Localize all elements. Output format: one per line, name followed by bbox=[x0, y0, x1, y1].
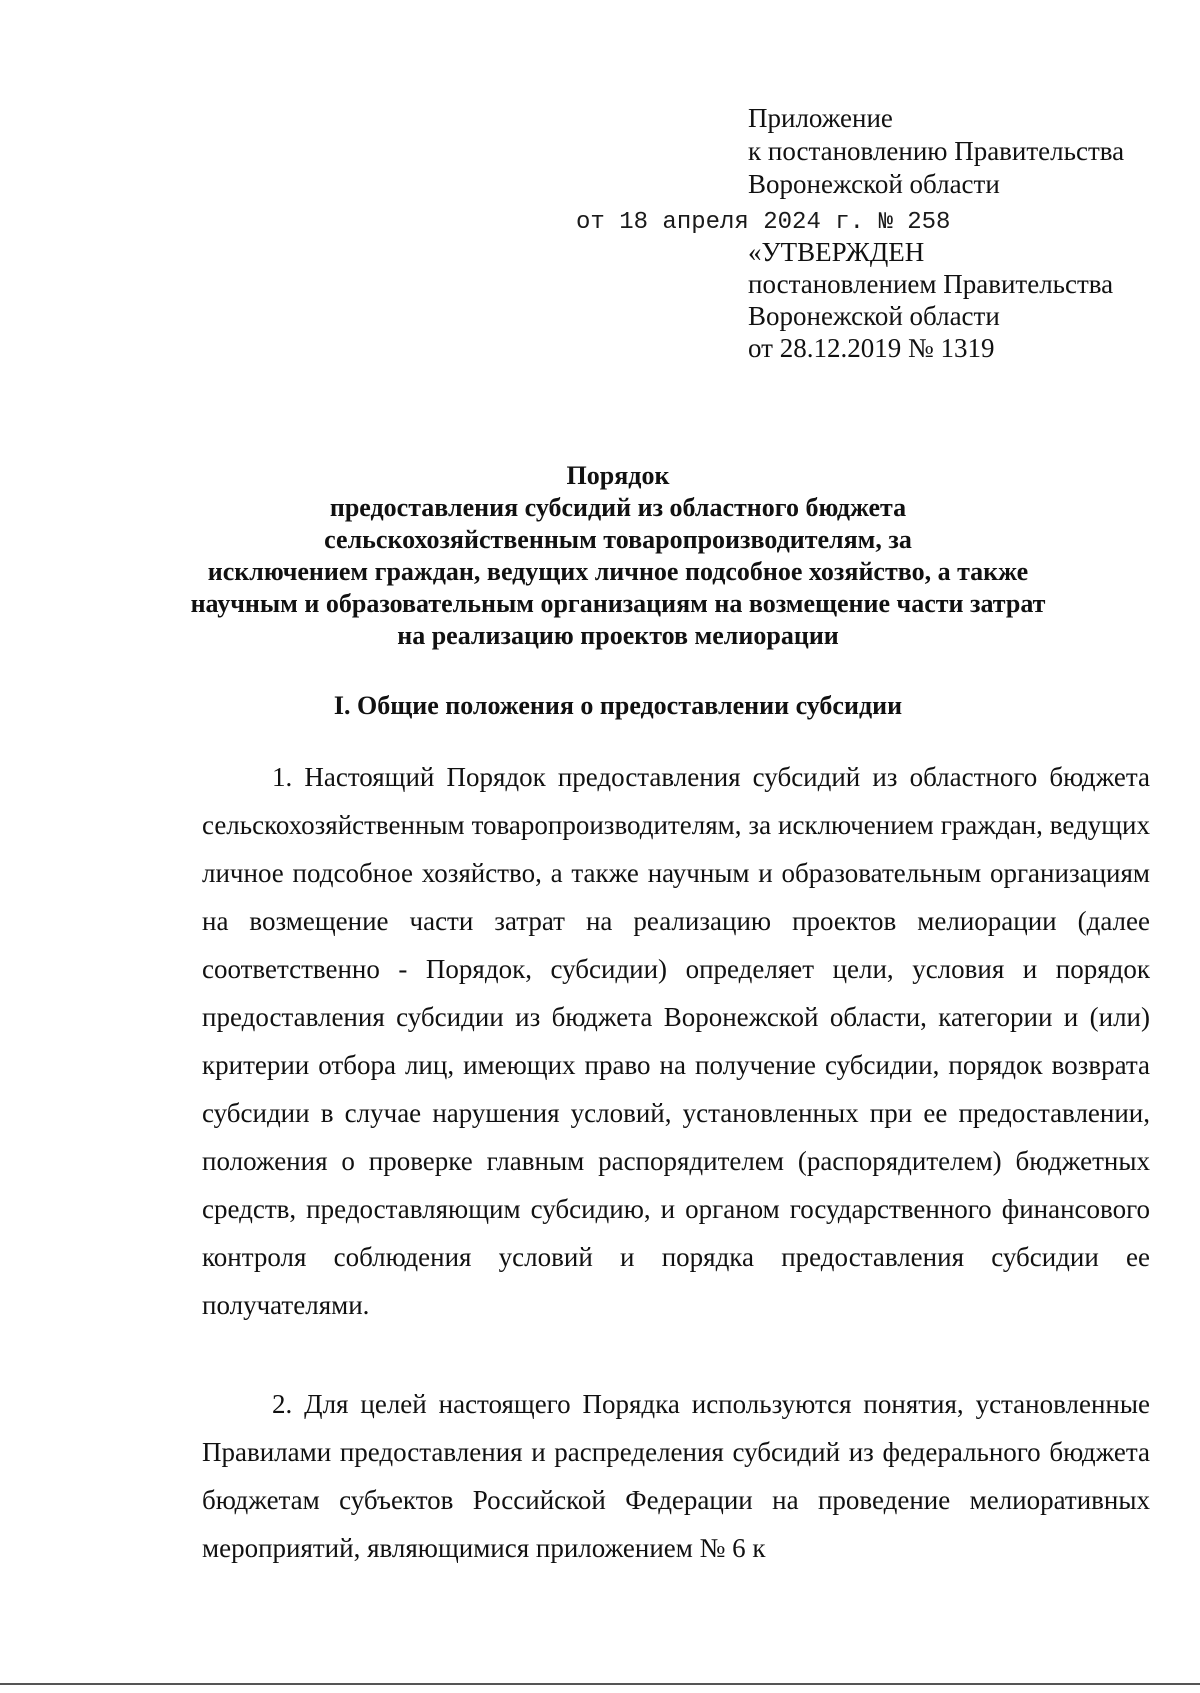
approved-region: Воронежской области bbox=[748, 301, 1000, 331]
paragraph-2-text: 2. Для целей настоящего Порядка используются понятия, установленные Правилами предоставления и распределения субсидий из федерального бюджета бюджетам субъектов Российской Федерации на проведение мелиоративных мероприятий, являющимися приложением № 6 к bbox=[202, 1389, 1150, 1563]
approval-block bbox=[748, 236, 1113, 364]
section-heading: I. Общие положения о предоставлении субсидии bbox=[333, 691, 903, 720]
appendix-label: Приложение bbox=[748, 103, 893, 133]
title-line-5: научным и образовательным организациям на возмещение части затрат bbox=[190, 589, 1046, 618]
appendix-header bbox=[748, 102, 1124, 201]
paragraph-1 bbox=[202, 753, 1150, 1329]
title-line-2: предоставления субсидий из областного бюджета bbox=[329, 493, 907, 522]
paragraph-1-text: 1. Настоящий Порядок предоставления субсидий из областного бюджета сельскохозяйственным товаропроизводителям, за исключением граждан, ведущих личное подсобное хозяйство, а также научным и образовательным организациям на возмещение части затрат на реализацию проектов мелиорации (далее соответственно - Порядок, субсидии) определяет цели, условия и порядок предоставления субсидии из бюджета Воронежской области, категории и (или) критерии отбора лиц, имеющих право на получение субсидии, порядок возврата субсидии в случае нарушения условий, установленных при ее предоставлении, положения о проверке главным распорядителем (распорядителем) бюджетных средств, предоставляющим субсидию, и органом государственного финансового контроля соблюдения условий и порядка предоставления субсидии ее получателями. bbox=[202, 762, 1150, 1320]
approved-date-number: от 28.12.2019 № 1319 bbox=[748, 333, 995, 363]
title-line-4: исключением граждан, ведущих личное подсобное хозяйство, а также bbox=[207, 557, 1029, 586]
approved-label: «УТВЕРЖДЕН bbox=[748, 237, 925, 267]
appendix-region: Воронежской области bbox=[748, 169, 1000, 199]
approved-by: постановлением Правительства bbox=[748, 269, 1114, 299]
appendix-resolution-ref: к постановлению Правительства bbox=[748, 136, 1125, 166]
registration-stamp: от 18 апреля 2024 г. № 258 bbox=[576, 209, 951, 236]
title-line-1: Порядок bbox=[566, 461, 670, 490]
title-line-6: на реализацию проектов мелиорации bbox=[397, 621, 839, 650]
page-bottom-rule bbox=[0, 1683, 1200, 1685]
document-title bbox=[150, 460, 1086, 652]
title-line-3: сельскохозяйственным товаропроизводителям, за bbox=[324, 525, 912, 554]
paragraph-2 bbox=[202, 1380, 1150, 1572]
